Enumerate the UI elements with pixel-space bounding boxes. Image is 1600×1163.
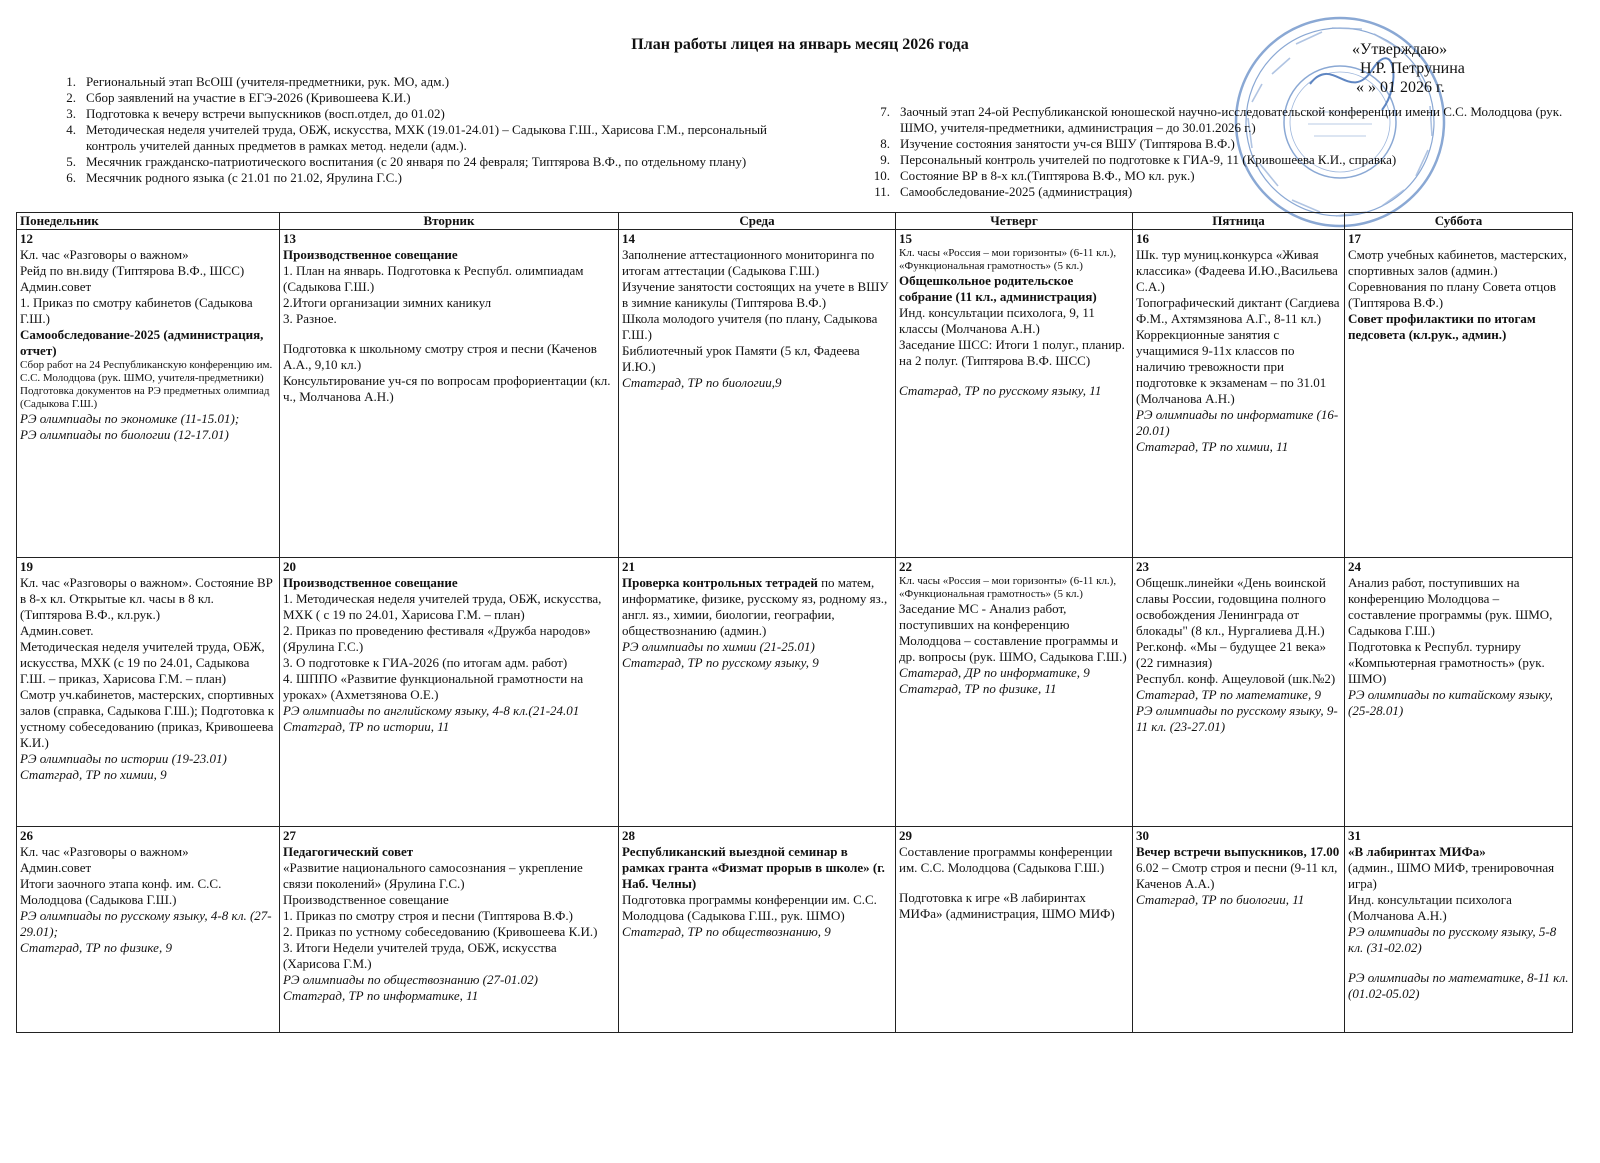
olympiad-note: РЭ олимпиады по химии (21-25.01) [622, 639, 815, 654]
event-line: 3. Итоги Недели учителей труда, ОБЖ, искусства (Харисова Г.М.) [283, 940, 557, 971]
event-line: 1. План на январь. Подготовка к Республ. олимпиадам (Садыкова Г.Ш.) [283, 263, 584, 294]
day-cell-13 [280, 230, 619, 558]
task-item [50, 122, 770, 154]
event-line: Подготовка к игре «В лабиринтах МИФа» (администрация, ШМО МИФ) [899, 890, 1115, 921]
olympiad-note: РЭ олимпиады по английскому языку, 4-8 кл.(21-24.01 [283, 703, 580, 718]
event-heading: Производственное совещание [283, 247, 458, 262]
statgrad-note: Статград, ТР по обществознанию, 9 [622, 924, 831, 939]
task-list-left [50, 74, 770, 186]
task-text: Заочный этап 24-ой Республиканской юношеской научно-исследовательской конференции имени С.С. Молодцова (рук. ШМО, учителя-предметники, администрация – до 30.01.2026 г.) [900, 104, 1563, 135]
day-cell-12 [17, 230, 280, 558]
event-line: Соревнования по плану Совета отцов (Типтярова В.Ф.) [1348, 279, 1557, 310]
event-line: Заседание ШСС: Итоги 1 полуг., планир. на 2 полуг. (Типтярова В.Ф. ШСС) [899, 337, 1125, 368]
day-cell-30 [1133, 827, 1345, 1033]
header-tuesday: Вторник [280, 213, 619, 230]
task-text: Персональный контроль учителей по подготовке к ГИА-9, 11 (Кривошеева К.И., справка) [900, 152, 1397, 167]
event-line: Смотр учебных кабинетов, мастерских, спортивных залов (админ.) [1348, 247, 1567, 278]
event-line: Подготовка программы конференции им. С.С. Молодцова (Садыкова Г.Ш., рук. ШМО) [622, 892, 877, 923]
approval-date: « » 01 2026 г. [1356, 79, 1445, 96]
event-heading: Педагогический совет [283, 844, 414, 859]
date-number: 24 [1348, 559, 1361, 574]
task-item [864, 152, 1564, 168]
task-item [50, 170, 770, 186]
event-line: Подготовка к школьному смотру строя и песни (Каченов А.А., 9,10 кл.) [283, 341, 597, 372]
date-number: 14 [622, 231, 635, 246]
event-line: Инд. консультации психолога (Молчанова А.Н.) [1348, 892, 1512, 923]
task-text: Состояние ВР в 8-х кл.(Типтярова В.Ф., МО кл. рук.) [900, 168, 1195, 183]
olympiad-note: РЭ олимпиады по экономике (11-15.01); [20, 411, 240, 426]
olympiad-note: РЭ олимпиады по информатике (16-20.01) [1136, 407, 1339, 438]
event-line-bold: «В лабиринтах МИФа» [1348, 844, 1486, 859]
header-monday: Понедельник [17, 213, 280, 230]
day-cell-24 [1345, 558, 1573, 827]
task-text: Подготовка к вечеру встречи выпускников (восп.отдел, до 01.02) [86, 106, 445, 121]
event-line: Заполнение аттестационного мониторинга по итогам аттестации (Садыкова Г.Ш.) [622, 247, 875, 278]
event-line: Рег.конф. «Мы – будущее 21 века» (22 гимназия) [1136, 639, 1326, 670]
date-number: 12 [20, 231, 33, 246]
task-item [864, 104, 1564, 136]
day-cell-14 [619, 230, 896, 558]
task-number: 1. [66, 74, 76, 89]
day-cell-28 [619, 827, 896, 1033]
event-line: Общешк.линейки «День воинской славы России, годовщина полного освобождения Ленинграда от блокады" (8 кл., Нургалиева Д.Н.) [1136, 575, 1326, 638]
event-line [622, 575, 892, 639]
week-row [17, 558, 1573, 827]
event-line: 2. Приказ по проведению фестиваля «Дружба народов» (Ярулина Г.С.) [283, 623, 591, 654]
event-line: 3. О подготовке к ГИА-2026 (по итогам адм. работ) [283, 655, 568, 670]
statgrad-note: Статград, ТР по истории, 11 [283, 719, 450, 734]
event-line: Инд. консультации психолога, 9, 11 классы (Молчанова А.Н.) [899, 305, 1095, 336]
event-line: Республ. конф. Ащеуловой (шк.№2) [1136, 671, 1336, 686]
event-line: Изучение занятости состоящих на учете в ВШУ в зимние каникулы (Типтярова В.Ф.) [622, 279, 889, 310]
date-number: 23 [1136, 559, 1149, 574]
event-line-small: Подготовка документов на РЭ предметных олимпиад (Садыкова Г.Ш.) [20, 385, 270, 410]
event-line: «Развитие национального самосознания – укрепление связи поколений» (Ярулина Г.С.) [283, 860, 583, 891]
task-text: Самообследование-2025 (администрация) [900, 184, 1133, 199]
event-line: Подготовка к Республ. турниру «Компьютерная грамотность» (рук. ШМО) [1348, 639, 1545, 686]
day-cell-15 [896, 230, 1133, 558]
date-number: 20 [283, 559, 296, 574]
olympiad-note: РЭ олимпиады по биологии (12-17.01) [20, 427, 229, 442]
approve-label: «Утверждаю» [1352, 41, 1448, 58]
event-line: Кл. час «Разговоры о важном» [20, 247, 189, 262]
task-text: Месячник родного языка (с 21.01 по 21.02, Ярулина Г.С.) [86, 170, 402, 185]
task-number: 7. [880, 104, 890, 119]
event-line-bold: Проверка контрольных тетрадей [622, 575, 818, 590]
event-line-bold: Общешкольное родительское собрание (11 кл., администрация) [899, 273, 1097, 304]
statgrad-note: Статград, ТР по химии, 11 [1136, 439, 1289, 454]
event-line: Коррекционные занятия с учащимися 9-11х классов по наличию тревожности при подготовке к экзаменам – по 31.01 (Молчанова А.Н.) [1136, 327, 1327, 406]
page-title: План работы лицея на январь месяц 2026 года [631, 36, 969, 53]
event-line: Шк. тур муниц.конкурса «Живая классика» (Фадеева И.Ю.,Васильева С.А.) [1136, 247, 1338, 294]
olympiad-note: РЭ олимпиады по обществознанию (27-01.02) [283, 972, 538, 987]
day-cell-29 [896, 827, 1133, 1033]
event-line: Библиотечный урок Памяти (5 кл, Фадеева И.Ю.) [622, 343, 860, 374]
statgrad-note: Статград, ТР по биологии, 11 [1136, 892, 1305, 907]
statgrad-note: Статград, ТР по русскому языку, 11 [899, 383, 1102, 398]
event-line: 2.Итоги организации зимних каникул [283, 295, 492, 310]
header-saturday: Суббота [1345, 213, 1573, 230]
date-number: 13 [283, 231, 296, 246]
statgrad-note: Статград, ТР по физике, 9 [20, 940, 172, 955]
approver-name: Н.Р. Петрунина [1360, 60, 1465, 77]
task-text: Месячник гражданско-патриотического воспитания (с 20 января по 24 февраля; Типтярова В.Ф., по отдельному плану) [86, 154, 747, 169]
day-cell-27 [280, 827, 619, 1033]
statgrad-note: Статград, ТР по биологии,9 [622, 375, 782, 390]
event-line: по матем, информатике, физике, русскому яз, родному яз., англ. яз., химии, биологии, географии, обществознанию (админ.) [622, 575, 888, 638]
date-number: 19 [20, 559, 33, 574]
statgrad-note: Статград, ТР по физике, 11 [899, 681, 1057, 696]
event-line: Консультирование уч-ся по вопросам профориентации (кл. ч., Молчанова А.Н.) [283, 373, 611, 404]
task-number: 6. [66, 170, 76, 185]
event-line-bold: Самообследование-2025 (администрация, отчет) [20, 327, 264, 358]
week-row [17, 230, 1573, 558]
event-line: Кл. час «Разговоры о важном». Состояние ВР в 8-х кл. Открытые кл. часы в 8 кл. (Типтярова В.Ф., кл.рук.) [20, 575, 273, 622]
statgrad-note: Статград, ДР по информатике, 9 [899, 665, 1090, 680]
date-number: 21 [622, 559, 635, 574]
event-line-small: Сбор работ на 24 Республиканскую конференцию им. С.С. Молодцова (рук. ШМО, учителя-предметники) [20, 359, 273, 384]
date-number: 16 [1136, 231, 1149, 246]
statgrad-note: Статград, ТР по информатике, 11 [283, 988, 479, 1003]
task-item [50, 90, 770, 106]
event-line: Топографический диктант (Сагдиева Ф.М., Ахтямзянова А.Г., 8-11 кл.) [1136, 295, 1340, 326]
event-heading: Производственное совещание [283, 575, 458, 590]
event-line-bold: Совет профилактики по итогам педсовета (кл.рук., админ.) [1348, 311, 1536, 342]
day-cell-19 [17, 558, 280, 827]
event-line: 1. Методическая неделя учителей труда, ОБЖ, искусства, МХК ( с 19 по 24.01, Харисова Г.М. – план) [283, 591, 602, 622]
date-number: 28 [622, 828, 635, 843]
task-number: 9. [880, 152, 890, 167]
week-row [17, 827, 1573, 1033]
task-item [50, 106, 770, 122]
event-line: 6.02 – Смотр строя и песни (9-11 кл, Каченов А.А.) [1136, 860, 1338, 891]
event-line: Составление программы конференции им. С.С. Молодцова (Садыкова Г.Ш.) [899, 844, 1113, 875]
event-line: 2. Приказ по устному собеседованию (Кривошеева К.И.) [283, 924, 598, 939]
event-line: Итоги заочного этапа конф. им. С.С. Молодцова (Садыкова Г.Ш.) [20, 876, 222, 907]
task-number: 10. [873, 168, 890, 183]
event-line: 3. Разное. [283, 311, 337, 326]
event-line: Админ.совет. [20, 623, 94, 638]
statgrad-note: Статград, ТР по математике, 9 [1136, 687, 1321, 702]
date-number: 15 [899, 231, 912, 246]
task-item [50, 74, 770, 90]
task-number: 8. [880, 136, 890, 151]
task-text: Региональный этап ВсОШ (учителя-предметники, рук. МО, адм.) [86, 74, 450, 89]
event-line: (админ., ШМО МИФ, тренировочная игра) [1348, 860, 1555, 891]
event-line-bold: Вечер встречи выпускников, 17.00 [1136, 844, 1340, 859]
event-line: Заседание МС - Анализ работ, поступивших на конференцию Молодцова – составление программы и др. вопросы (рук. ШМО, Садыкова Г.Ш.) [899, 601, 1127, 664]
event-line: Производственное совещание [283, 892, 449, 907]
day-cell-26 [17, 827, 280, 1033]
event-line: 4. ШППО «Развитие функциональной грамотности на уроках» (Ахметзянова О.Е.) [283, 671, 584, 702]
header-thursday: Четверг [896, 213, 1133, 230]
event-line: 1. Приказ по смотру строя и песни (Типтярова В.Ф.) [283, 908, 573, 923]
day-cell-22 [896, 558, 1133, 827]
header-friday: Пятница [1133, 213, 1345, 230]
task-text: Сбор заявлений на участие в ЕГЭ-2026 (Кривошеева К.И.) [86, 90, 411, 105]
date-number: 31 [1348, 828, 1361, 843]
day-cell-20 [280, 558, 619, 827]
olympiad-note: РЭ олимпиады по русскому языку, 9-11 кл. (23-27.01) [1136, 703, 1338, 734]
event-line: 1. Приказ по смотру кабинетов (Садыкова Г.Ш.) [20, 295, 253, 326]
weekday-header-row [17, 213, 1573, 230]
event-line: Админ.совет [20, 860, 92, 875]
header-wednesday: Среда [619, 213, 896, 230]
date-number: 27 [283, 828, 296, 843]
day-cell-16 [1133, 230, 1345, 558]
day-cell-21 [619, 558, 896, 827]
task-number: 11. [874, 184, 890, 199]
olympiad-note: РЭ олимпиады по китайскому языку, (25-28.01) [1348, 687, 1553, 718]
date-number: 30 [1136, 828, 1149, 843]
task-number: 3. [66, 106, 76, 121]
olympiad-note: РЭ олимпиады по математике, 8-11 кл. (01.02-05.02) [1348, 970, 1569, 1001]
olympiad-note: РЭ олимпиады по русскому языку, 4-8 кл. (27-29.01); [20, 908, 272, 939]
event-line-small: Кл. часы «Россия – мои горизонты» (6-11 кл.), «Функциональная грамотность» (5 кл.) [899, 575, 1117, 600]
date-number: 17 [1348, 231, 1361, 246]
olympiad-note: РЭ олимпиады по русскому языку, 5-8 кл. (31-02.02) [1348, 924, 1557, 955]
task-number: 5. [66, 154, 76, 169]
day-cell-17 [1345, 230, 1573, 558]
date-number: 26 [20, 828, 33, 843]
approval-block [1352, 40, 1552, 97]
event-line-bold: Республиканский выездной семинар в рамках гранта «Физмат прорыв в школе» (г. Наб. Челны) [622, 844, 885, 891]
task-item [864, 136, 1564, 152]
event-line: Кл. час «Разговоры о важном» [20, 844, 189, 859]
schedule-table [16, 212, 1573, 1033]
event-line: Админ.совет [20, 279, 92, 294]
event-line: Анализ работ, поступивших на конференцию Молодцова – составление программы (рук. ШМО, Садыкова Г.Ш.) [1348, 575, 1553, 638]
statgrad-note: Статград, ТР по химии, 9 [20, 767, 167, 782]
task-item [864, 184, 1564, 200]
event-line: Школа молодого учителя (по плану, Садыкова Г.Ш.) [622, 311, 878, 342]
date-number: 22 [899, 559, 912, 574]
task-text: Методическая неделя учителей труда, ОБЖ, искусства, МХК (19.01-24.01) – Садыкова Г.Ш., Харисова Г.М., персональный контроль учителей данных предметов в рамках метод. недели (адм.). [86, 122, 768, 153]
task-number: 2. [66, 90, 76, 105]
event-line: Методическая неделя учителей труда, ОБЖ, искусства, МХК (с 19 по 24.01, Садыкова Г.Ш. – приказ, Харисова Г.М. – план) [20, 639, 265, 686]
event-line: Рейд по вн.виду (Типтярова В.Ф., ШСС) [20, 263, 245, 278]
day-cell-23 [1133, 558, 1345, 827]
task-item [50, 154, 770, 170]
task-number: 4. [66, 122, 76, 137]
event-line: Смотр уч.кабинетов, мастерских, спортивных залов (справка, Садыкова Г.Ш.); Подготовка к устному собеседованию (приказ, Кривошеева К.И.) [20, 687, 275, 750]
date-number: 29 [899, 828, 912, 843]
task-text: Изучение состояния занятости уч-ся ВШУ (Типтярова В.Ф.) [900, 136, 1235, 151]
task-list-right [864, 104, 1564, 200]
day-cell-31 [1345, 827, 1573, 1033]
statgrad-note: Статград, ТР по русскому языку, 9 [622, 655, 819, 670]
event-line-small: Кл. часы «Россия – мои горизонты» (6-11 кл.), «Функциональная грамотность» (5 кл.) [899, 247, 1117, 272]
olympiad-note: РЭ олимпиады по истории (19-23.01) [20, 751, 227, 766]
task-item [864, 168, 1564, 184]
